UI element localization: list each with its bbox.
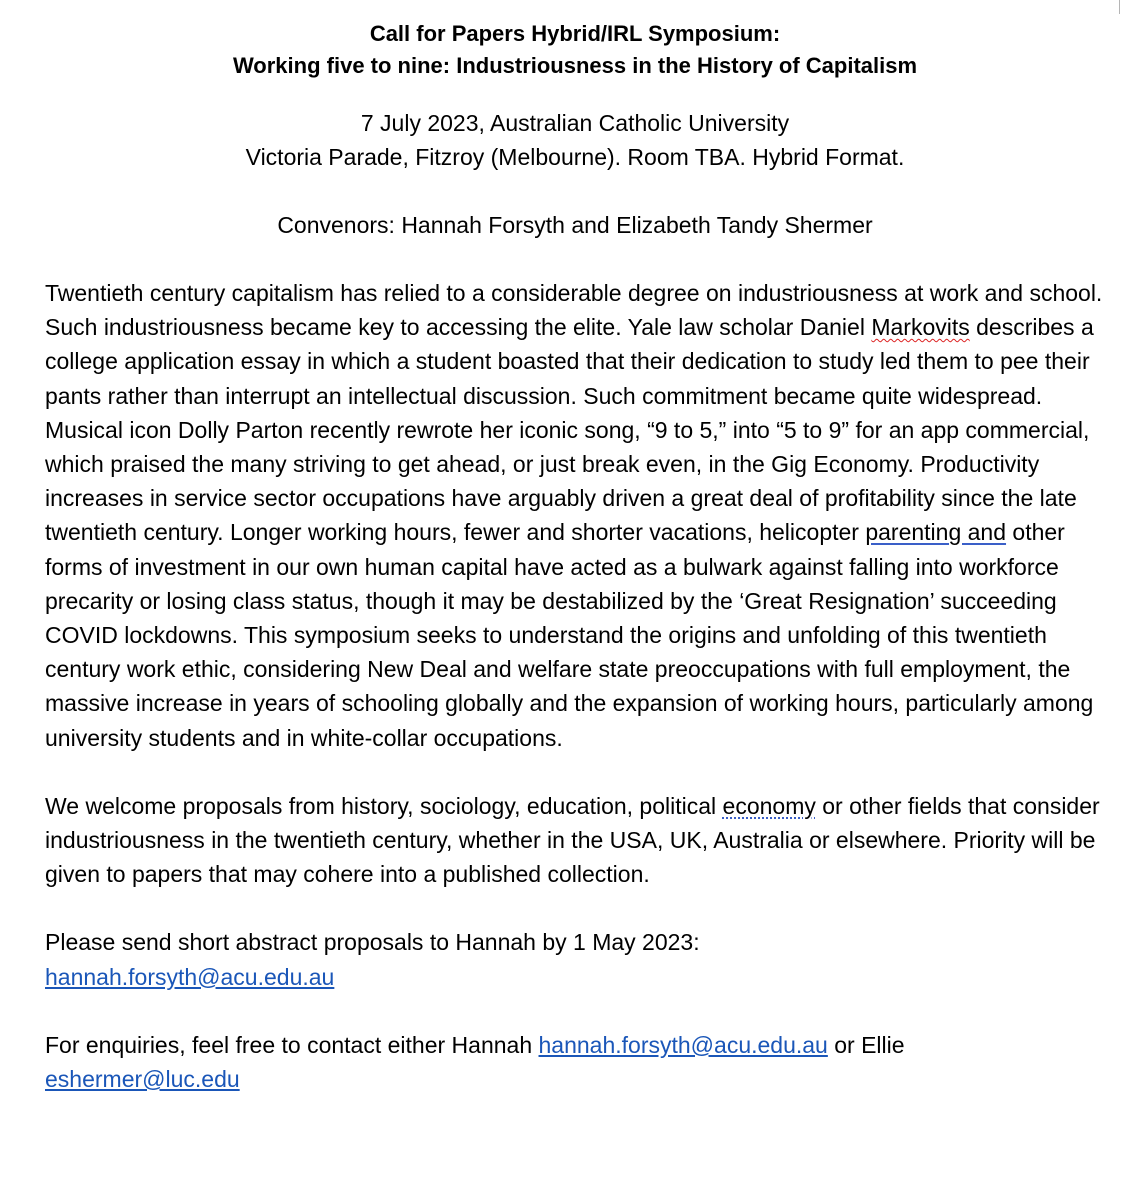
ellie-email-link[interactable]: eshermer@luc.edu: [45, 1066, 240, 1093]
spelling-flag-markovits[interactable]: Markovits: [871, 314, 970, 341]
p1-text-b: describes a college application essay in which a student boasted that their dedication to study led them to pee their pants rather than interrupt an intellectual discussion. Such commitment became quite widespread. Musical icon Dolly Parton recently rewrote her iconic song, “9 to 5,” into “5 to 9” for an app commercial, which praised the many striving to get ahead, or just break even, in the Gig Economy. Productivity increases in service sector occupations have arguably driven a great deal of profitability since the late twentieth century. Longer working hours, fewer and shorter vacations, helicopter: [45, 314, 1094, 546]
document-header: [45, 18, 1105, 82]
event-details: [45, 106, 1105, 174]
hannah-email-link[interactable]: hannah.forsyth@acu.edu.au: [538, 1031, 828, 1058]
title-line-1: Call for Papers Hybrid/IRL Symposium:: [369, 21, 781, 46]
enquiries-text-a: For enquiries, feel free to contact either Hannah: [45, 1031, 539, 1058]
p2-text-b: or other fields that consider industriousness in the twentieth century, whether in the USA, UK, Australia or elsewhere. Priority will be given to papers that may cohere into a published collection.: [45, 792, 1100, 888]
submission-email-link[interactable]: hannah.forsyth@acu.edu.au: [45, 963, 335, 990]
p1-text-c: other forms of investment in our own human capital have acted as a bulwark against falling into workforce precarity or losing class status, though it may be destabilized by the ‘Great Resignation’ succeeding COVID lockdowns. This symposium seeks to understand the origins and unfolding of this twentieth century work ethic, considering New Deal and welfare state preoccupations with full employment, the massive increase in years of schooling globally and the expansion of working hours, particularly among university students and in white-collar occupations.: [45, 519, 1094, 751]
submission-text: Please send short abstract proposals to Hannah by 1 May 2023:: [45, 929, 700, 956]
submission-paragraph: [45, 925, 1105, 993]
body-paragraph-2: [45, 789, 1105, 892]
enquiries-text-b: or Ellie: [827, 1031, 905, 1058]
grammar-flag-parenting[interactable]: parenting and: [865, 519, 1007, 546]
body-paragraph-1: [45, 276, 1105, 755]
event-date: 7 July 2023, Australian Catholic University: [360, 110, 790, 136]
p1-text-a: Twentieth century capitalism has relied to a considerable degree on industriousness at work and school. Such industriousness became key to accessing the elite. Yale law scholar Daniel: [45, 280, 1103, 341]
convenors-line: Convenors: Hannah Forsyth and Elizabeth Tandy Shermer: [277, 212, 873, 238]
window-edge-divider: [1119, 0, 1120, 14]
enquiries-paragraph: [45, 1028, 1105, 1096]
event-location: Victoria Parade, Fitzroy (Melbourne). Room TBA. Hybrid Format.: [245, 144, 905, 170]
grammar-flag-economy[interactable]: economy: [722, 792, 816, 819]
title-line-2: Working five to nine: Industriousness in the History of Capitalism: [232, 53, 918, 78]
p2-text-a: We welcome proposals from history, sociology, education, political: [45, 792, 723, 819]
document-page: [45, 18, 1105, 1096]
